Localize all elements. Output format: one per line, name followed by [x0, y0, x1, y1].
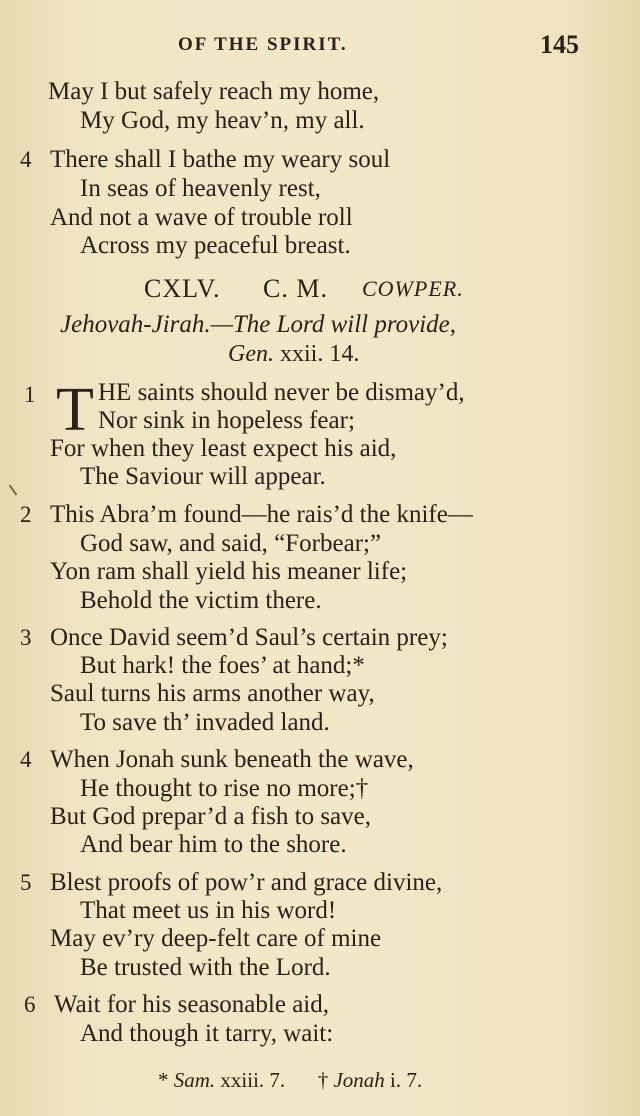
verse-line: And bear him to the shore. [80, 831, 347, 858]
hymn-number: CXLV. [144, 274, 221, 303]
verse-number: 4 [20, 747, 32, 772]
verse-line: God saw, and said, “Forbear;” [80, 530, 382, 557]
verse-line: And not a wave of trouble roll [50, 204, 353, 231]
verse-line: There shall I bathe my weary soul [50, 146, 391, 173]
verse-number: 1 [24, 382, 36, 407]
verse-line: He thought to rise no more;† [80, 775, 369, 802]
verse-line: But hark! the foes’ at hand;* [80, 652, 365, 679]
verse-line: Be trusted with the Lord. [80, 954, 331, 981]
footnotes [158, 1068, 422, 1093]
page-number: 145 [540, 30, 579, 59]
verse-line: Blest proofs of pow’r and grace divine, [50, 869, 443, 896]
drop-cap: T [56, 376, 94, 444]
verse-line: To save th’ invaded land. [80, 709, 330, 736]
hymn-meter: C. M. [263, 274, 328, 303]
scripture-reference [228, 341, 359, 368]
footnote-mark: * [158, 1068, 169, 1092]
verse-line: This Abra’m found—he rais’d the knife— [50, 501, 473, 528]
verse-line: May ev’ry deep-felt care of mine [50, 925, 382, 952]
hymn-heading [0, 274, 640, 308]
footnote-book: Sam. [173, 1068, 216, 1092]
footnote-book: Jonah [333, 1068, 385, 1092]
verse-line: Nor sink in hopeless fear; [98, 407, 355, 434]
footnote-ref: xxiii. 7. [220, 1068, 286, 1092]
footnote-ref: i. 7. [390, 1068, 423, 1092]
verse-line: That meet us in his word! [80, 897, 337, 924]
verse-line: HE saints should never be dismay’d, [98, 379, 465, 406]
verse-line: Once David seem’d Saul’s certain prey; [50, 624, 448, 651]
verse-number: 5 [20, 870, 32, 895]
verse-line: When Jonah sunk beneath the wave, [50, 746, 414, 773]
reference-book: Gen. [228, 341, 274, 367]
verse-line: Yon ram shall yield his meaner life; [50, 558, 408, 585]
continued-line-2: My God, my heav’n, my all. [80, 107, 365, 134]
reference-chapter: xxii. 14. [279, 341, 360, 367]
verse-number: 4 [20, 147, 32, 172]
continued-line-1: May I but safely reach my home, [48, 78, 380, 105]
verse-line: Saul turns his arms another way, [50, 680, 375, 707]
verse-line: But God prepar’d a fish to save, [50, 803, 371, 830]
footnote-mark: † [317, 1068, 329, 1092]
verse-line: And though it tarry, wait: [80, 1020, 334, 1047]
verse-line: In seas of heavenly rest, [80, 175, 321, 202]
verse-number: 6 [24, 992, 36, 1017]
verse-line: Wait for his seasonable aid, [54, 991, 329, 1018]
running-title: OF THE SPIRIT. [178, 34, 348, 55]
verse-line: The Saviour will appear. [80, 463, 326, 490]
verse-line: Behold the victim there. [80, 587, 322, 614]
hymn-subtitle: Jehovah-Jirah.—The Lord will provide, [60, 311, 457, 338]
verse-number: 2 [20, 502, 32, 527]
verse-line: For when they least expect his aid, [50, 435, 397, 462]
verse-line: Across my peaceful breast. [80, 232, 351, 259]
stray-mark [9, 485, 18, 496]
verse-number: 3 [20, 625, 32, 650]
hymn-author: COWPER. [362, 276, 464, 301]
page-header [0, 30, 640, 64]
